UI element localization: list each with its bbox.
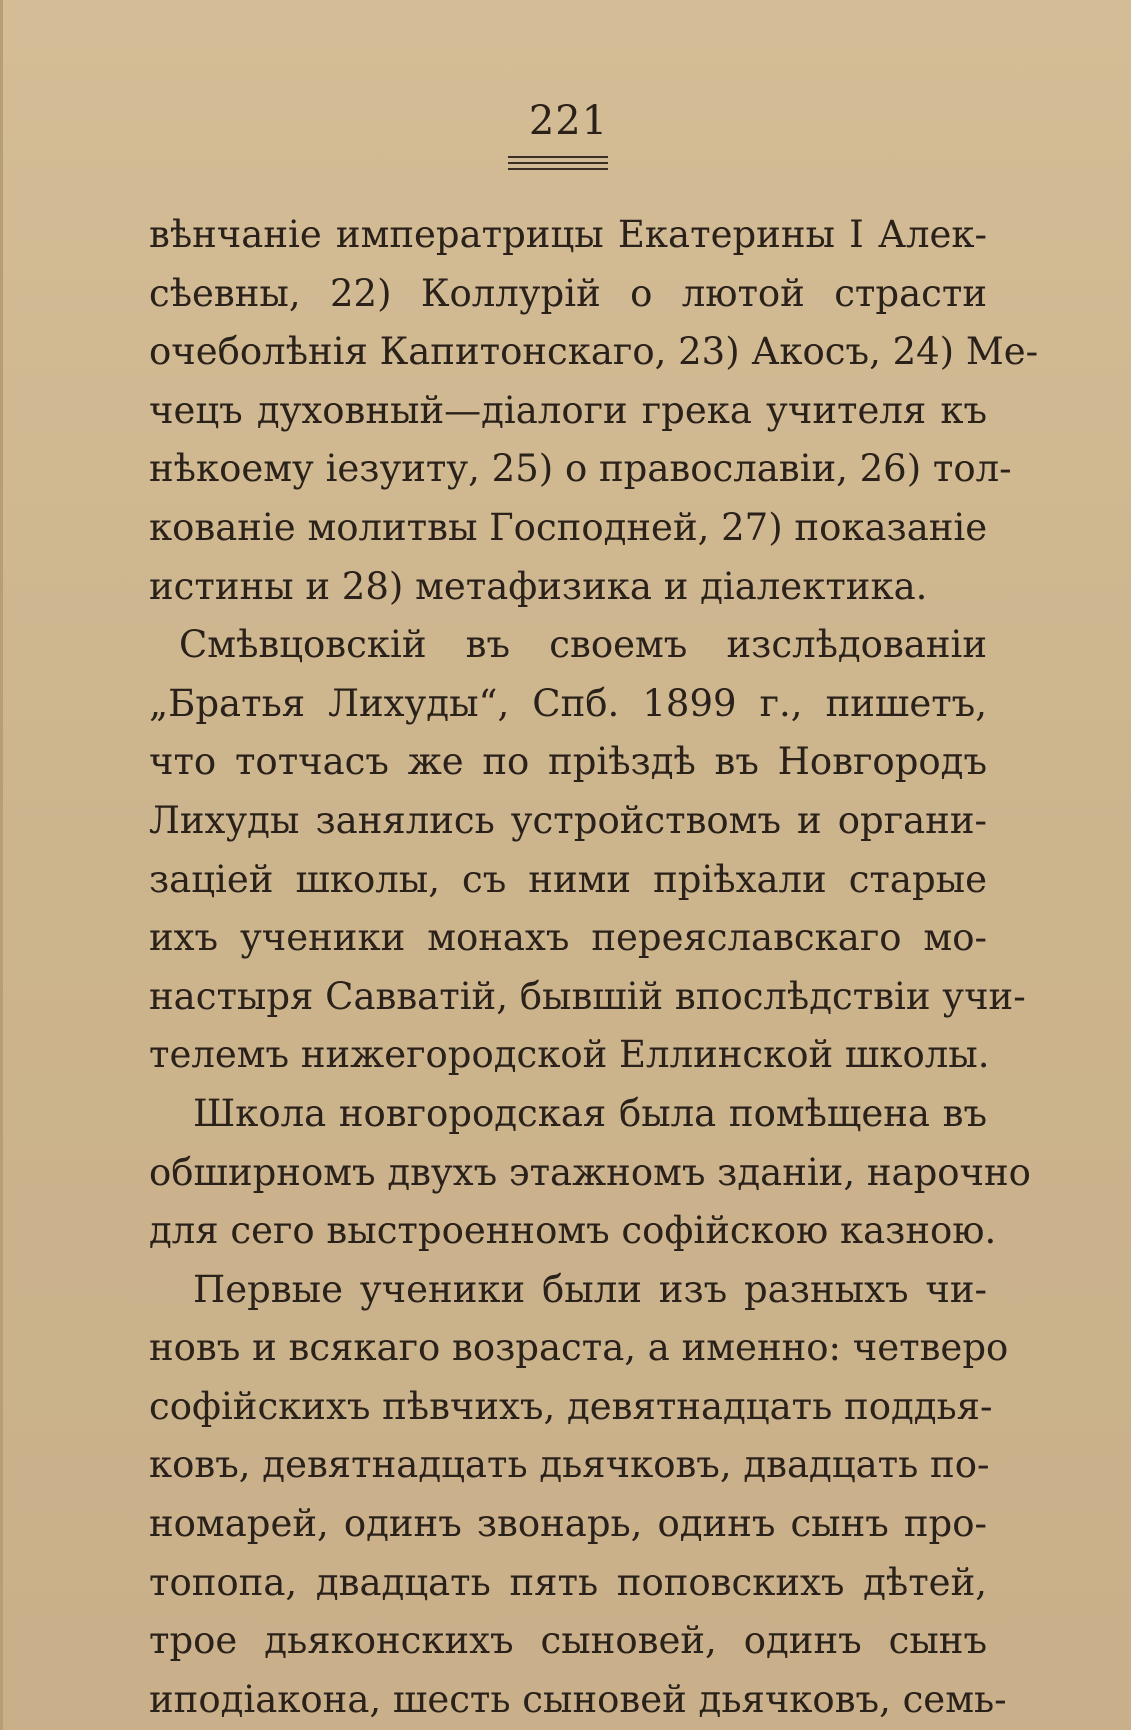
text-line: настыря Савватій, бывшій впослѣдствіи учи-: [149, 974, 1026, 1018]
text-line: софійскихъ пѣвчихъ, девятнадцать поддья-: [149, 1384, 993, 1428]
text-line: Первые ученики были изъ разныхъ чи-: [193, 1267, 987, 1311]
header-rule: [508, 168, 608, 170]
text-line: „Братья Лихуды“, Спб. 1899 г., пишетъ,: [149, 681, 987, 725]
text-line: чецъ духовный—діалоги грека учителя къ: [149, 388, 987, 432]
text-line: кованіе молитвы Господней, 27) показаніе: [149, 505, 988, 549]
text-line: ихъ ученики монахъ переяславскаго мо-: [149, 916, 987, 960]
text-line: Школа новгородская была помѣщена въ: [193, 1091, 987, 1135]
body-text: [149, 206, 1039, 1729]
header-rule: [508, 156, 608, 158]
text-line: вѣнчаніе императрицы Екатерины I Алек-: [149, 213, 987, 256]
text-line: заціей школы, съ ними пріѣхали старые: [149, 857, 987, 901]
text-line: обширномъ двухъ этажномъ зданіи, нарочно: [149, 1150, 1031, 1194]
text-line: ковъ, девятнадцать дьячковъ, двадцать по-: [149, 1443, 990, 1487]
header-rule: [508, 162, 608, 164]
text-line: новъ и всякаго возраста, а именно: четверо: [149, 1326, 1009, 1370]
text-line: очеболѣнія Капитонскаго, 23) Акосъ, 24) Ме-: [149, 330, 1039, 374]
text-line: нѣкоему іезуиту, 25) о православіи, 26) тол-: [149, 447, 1012, 491]
text-line: номарей, одинъ звонарь, одинъ сынъ про-: [149, 1502, 987, 1546]
page-number: 221: [528, 98, 609, 144]
text-line: что тотчасъ же по пріѣздѣ въ Новгородъ: [149, 740, 987, 784]
text-line: для сего выстроенномъ софійскою казною.: [149, 1209, 997, 1253]
text-line: Смѣвцовскій въ своемъ изслѣдованіи: [179, 623, 987, 667]
text-line: иподіакона, шесть сыновей дьячковъ, семь-: [149, 1677, 1007, 1721]
text-line: топопа, двадцать пять поповскихъ дѣтей,: [149, 1560, 987, 1604]
text-line: сѣевны, 22) Коллурій о лютой страсти: [149, 271, 987, 315]
text-line: истины и 28) метафизика и діалектика.: [149, 564, 928, 608]
text-line: Лихуды занялись устройствомъ и органи-: [149, 798, 987, 842]
text-line: трое дьяконскихъ сыновей, одинъ сынъ: [149, 1619, 987, 1663]
text-line: телемъ нижегородской Еллинской школы.: [149, 1033, 990, 1077]
